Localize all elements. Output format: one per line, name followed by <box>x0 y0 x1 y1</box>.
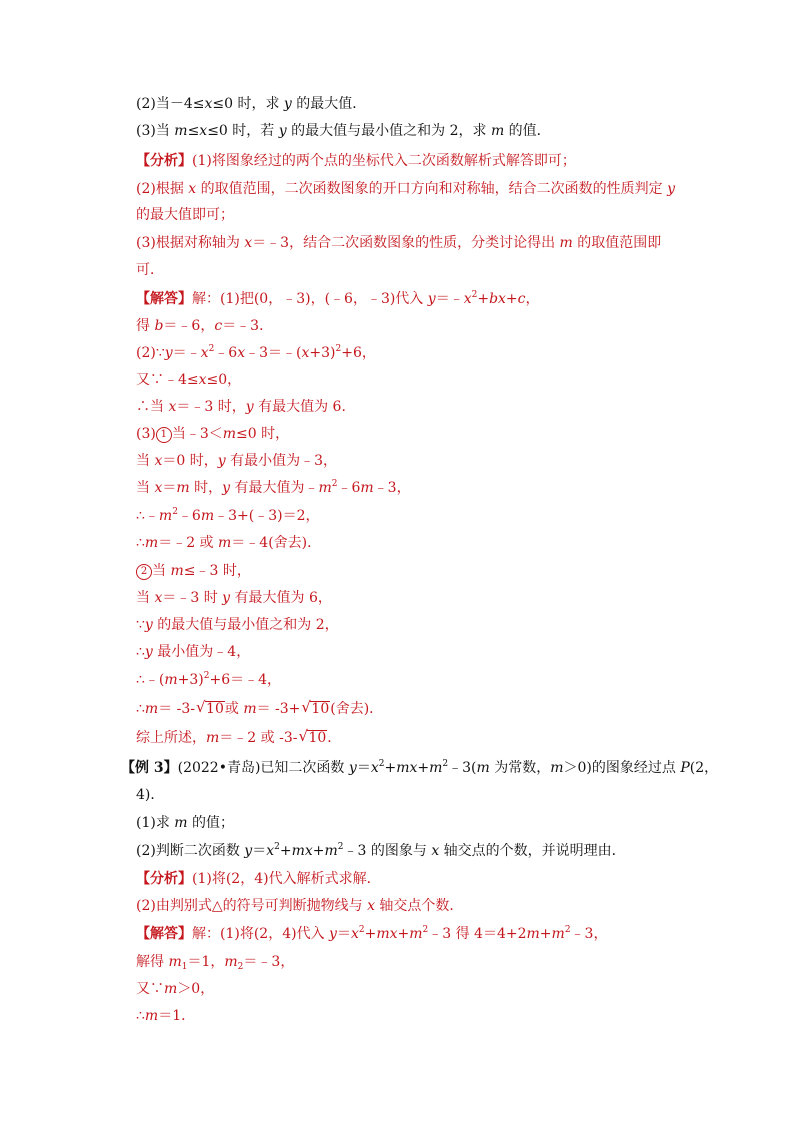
solution-1-line-17: 综上所述，m＝﹣2 或 -3-√ 10． <box>136 729 341 747</box>
solution-1-line-13: ∵y 的最大值与最小值之和为 2， <box>136 617 339 633</box>
square-root: √ 10 <box>298 729 327 747</box>
analysis-tag: 【分析】 <box>136 153 192 169</box>
analysis-1-line-2: (2)根据 x 的取值范围，二次函数图象的开口方向和对称轴，结合二次函数的性质判定 y <box>136 181 676 197</box>
solution-1-line-12: 当 x＝﹣3 时 y 有最大值为 6， <box>136 590 332 606</box>
analysis-2-line-1: 【分析】(1)将(2，4)代入解析式求解． <box>136 871 381 887</box>
analysis-1-line-4: (3)根据对称轴为 x＝﹣3，结合二次函数图象的性质，分类讨论得出 m 的取值范围即 <box>136 235 662 251</box>
analysis-tag: 【分析】 <box>136 871 192 887</box>
solution-1-line-7: 当 x＝0 时，y 有最小值为﹣3， <box>136 453 337 469</box>
solution-tag: 【解答】 <box>136 291 192 307</box>
solution-tag: 【解答】 <box>136 926 192 942</box>
solution-1-line-11: 2 当 m≤﹣3 时， <box>136 562 251 580</box>
solution-1-line-1: 【解答】解：(1)把(0，﹣3)，(﹣6，﹣3)代入 $y=﹣x^2+bx+c$， <box>136 290 540 307</box>
analysis-1-line-1: 【分析】(1)将图象经过的两个点的坐标代入二次函数解析式解答即可； <box>136 153 576 169</box>
solution-1-line-15: $\therefore﹣(m+3)^2+6=﹣4$， <box>136 671 282 688</box>
question-part-3: (3)当 m≤x≤0 时，若 y 的最大值与最小值之和为 2，求 m 的值． <box>136 123 551 139</box>
solution-1-line-2: 得 b＝﹣6，c＝﹣3． <box>136 318 274 334</box>
question-part-2: (2)当－4≤x≤0 时，求 y 的最大值． <box>136 96 367 112</box>
analysis-1-line-5: 可． <box>136 262 164 278</box>
solution-2-line-4: ∴m＝1． <box>136 1008 196 1024</box>
example-tag: 【例 3】 <box>121 760 178 776</box>
solution-1-line-6: (3) 1 当﹣3＜m≤0 时， <box>136 426 290 442</box>
solution-1-line-14: ∴y 最小值为﹣4， <box>136 644 251 660</box>
solution-1-line-3: $(2)\because y=﹣x^2﹣6x﹣3=﹣(x+3)^2+6$， <box>136 344 376 361</box>
solution-2-line-1: 【解答】解：(1)将(2，4)代入 $y=x^2+mx+m^2﹣3$ 得 $4=4+2m+m^2﹣3$， <box>136 925 608 942</box>
solution-2-line-3: 又∵m＞0， <box>136 981 215 997</box>
solution-1-line-4: 又∵﹣4≤x≤0， <box>136 372 242 388</box>
solution-1-line-9: $\therefore﹣m^2﹣6m﹣3+(﹣3)=2$， <box>136 507 320 524</box>
square-root: √ 10 <box>196 700 225 718</box>
circled-number-2: 2 <box>136 564 152 580</box>
example-3-question-2: (2)判断二次函数 $y=x^2+mx+m^2﹣3$ 的图象与 x 轴交点的个数，并说明理由． <box>136 842 626 859</box>
analysis-2-line-2: (2)由判别式△的符号可判断抛物线与 x 轴交点个数． <box>136 898 464 914</box>
solution-1-line-10: ∴m＝﹣2 或 m＝﹣4(舍去)． <box>136 535 322 551</box>
solution-1-line-8: 当 x＝m 时，y 有最大值为$﹣m^2﹣6m﹣3$， <box>136 479 411 496</box>
circled-number-1: 1 <box>156 427 172 443</box>
solution-2-line-2: 解得 $m_1=1$，$m_2=﹣3$， <box>136 954 295 972</box>
analysis-1-line-3: 的最大值即可； <box>136 207 234 223</box>
solution-1-line-5: ∴当 x＝﹣3 时，y 有最大值为 6． <box>136 399 356 415</box>
square-root: √ 10 <box>301 700 330 718</box>
solution-1-line-16: ∴m＝ -3-√ 10或 m＝ -3+√ 10(舍去)． <box>136 700 383 718</box>
example-3-line-1: 【例 3】(2022•青岛)已知二次函数 $y=x^2+mx+m^2﹣3(m$ 为常数，m＞0)的图象经过点 P(2， <box>121 759 719 776</box>
example-3-line-2: 4)． <box>136 787 165 803</box>
example-3-question-1: (1)求 m 的值； <box>136 815 235 831</box>
